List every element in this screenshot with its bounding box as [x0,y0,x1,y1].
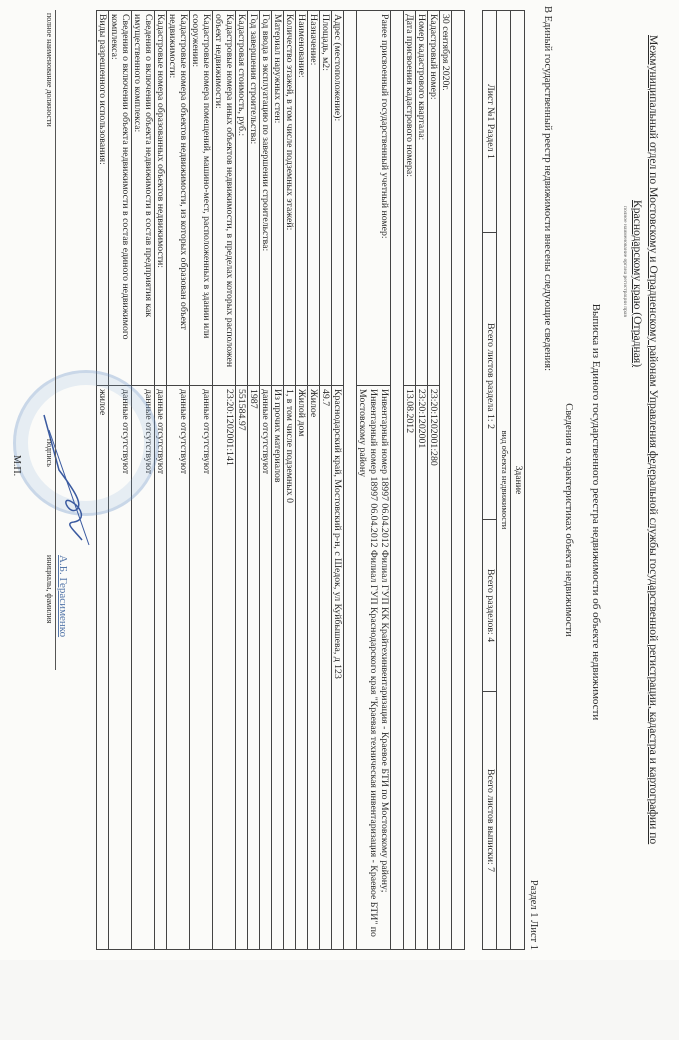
section-label: Раздел 1 Лист 1 [528,879,539,950]
row-label: Наименование: [296,11,308,386]
table-row [357,11,391,950]
table-row [308,11,320,950]
row-label: Кадастровые номера помещений, машино-мест, расположенных в здании или сооружении: [190,11,213,386]
signature-caption: подпись [44,436,56,552]
row-value: данные отсутствуют [155,386,167,950]
table-row [332,11,344,950]
table-row [236,11,248,950]
row-label: Год завершения строительства: [248,11,260,386]
object-type: Здание [511,11,525,950]
registration-organ-line2: Краснодарскому краю (Отрадная) [631,200,644,368]
name-line [56,552,70,670]
row-label: Количество этажей, в том числе подземных этажей: [284,11,296,386]
seal-place: М.П. [11,455,22,477]
row-label: Кадастровые номера образованных объектов недвижимости: [155,11,167,386]
row-value: 1987 [248,386,260,950]
table-row [296,11,308,950]
characteristics-table [96,10,465,950]
signature-line [56,436,70,552]
table-row [404,11,416,950]
table-row [213,11,236,950]
row-label: Материал наружных стен: [272,11,284,386]
blank-row [344,11,357,950]
row-label: Адрес (местоположение): [332,11,344,386]
row-value: 13.08.2012 [404,386,416,950]
row-label: Номер кадастрового квартала: [416,11,428,386]
sheet-number: Лист №1 Раздел 1 [483,11,497,233]
document-title: Выписка из Единого государственного реестра недвижимости об объекте недвижимости [590,303,602,721]
extract-date: 30 сентября 2020г. [440,11,452,950]
position-caption: полное наименование должности [44,10,56,436]
row-label: Год ввода в эксплуатацию по завершении строительства: [260,11,272,386]
row-value: данные отсутствуют [167,386,190,950]
row-value: данные отсутствуют [109,386,132,950]
table-row [416,11,428,950]
row-value: Из прочих материалов [272,386,284,950]
row-value: 23:20:1202001:141 [213,386,236,950]
row-label: Кадастровая стоимость, руб.: [236,11,248,386]
table-row [248,11,260,950]
table-row [190,11,213,950]
row-value: 551584.97 [236,386,248,950]
row-label: Назначение: [308,11,320,386]
row-value: данные отсутствуют [132,386,155,950]
row-value: 23:20:1202001 [416,386,428,950]
organ-caption: полное наименование органа регистрации прав [622,206,628,317]
object-type-caption: вид объекта недвижимости [497,11,511,950]
blank-row [452,11,465,950]
row-value: Краснодарский край, Мостовский р-н, с Шедок, ул Куйбышева, д 123 [332,386,344,950]
signer-name: А.Б. Герасименко [57,555,69,638]
registration-organ: Межмуниципальный отдел по Мостовскому и Отрадненскому районам Управления федеральной службы государственной регистрации, кадастра и картографии по [647,35,660,845]
row-value: 23:20:1202001:280 [428,386,440,950]
row-label: Кадастровые номера иных объектов недвижимости, в пределах которых расположен объект недвижимости: [213,11,236,386]
row-value: Жилое [308,386,320,950]
table-row [320,11,332,950]
blank-row [391,11,404,950]
row-label: Сведения о включении объекта недвижимости в состав единого недвижимого комплекса: [109,11,132,386]
sections-total: Всего разделов: 4 [483,520,497,692]
table-row [428,11,440,950]
row-label: Сведения о включении объекта недвижимости в состав предприятия как имущественного комплекса: [132,11,155,386]
signature-block [44,10,69,670]
row-label: Дата присвоения кадастрового номера: [404,11,416,386]
row-label: Ранее присвоенный государственный учетный номер: [357,11,391,386]
section-sheets: Всего листов раздела 1: 2 [483,233,497,520]
row-value: Жилой дом [296,386,308,950]
row-value: данные отсутствуют [260,386,272,950]
row-label: Площадь, м2: [320,11,332,386]
row-value: Инвентарный номер 18997 06.04.2012 Филиал ГУП КК Крайтехинвентаризация - Краевое БТИ по Мостовскому району; Инвентарный номер 18997 06.04.2012 Филиал ГУП Краснодарского края "Краевая техническая инвентаризация - Краевое БТИ" по Мостовскому району [357,386,391,950]
row-label: Виды разрешенного использования: [97,11,109,386]
table-row [155,11,167,950]
row-value: 1, в том числе подземных 0 [284,386,296,950]
position-line [56,10,70,436]
row-value: жилое [97,386,109,950]
intro-text: В Единый государственный реестр недвижимости внесены следующие сведения: [542,6,553,372]
row-label: Кадастровые номера объектов недвижимости, из которых образован объект недвижимости: [167,11,190,386]
table-row [260,11,272,950]
document-subtitle: Сведения о характеристиках объекта недвижимости [563,403,574,637]
table-row [272,11,284,950]
table-row [167,11,190,950]
row-value: 49.7 [320,386,332,950]
sheets-total: Всего листов выписки: 7 [483,692,497,950]
name-caption: инициалы, фамилия [44,552,56,670]
row-value: данные отсутствуют [190,386,213,950]
table-row [284,11,296,950]
row-label: Кадастровый номер: [428,11,440,386]
object-header-table [482,10,525,950]
